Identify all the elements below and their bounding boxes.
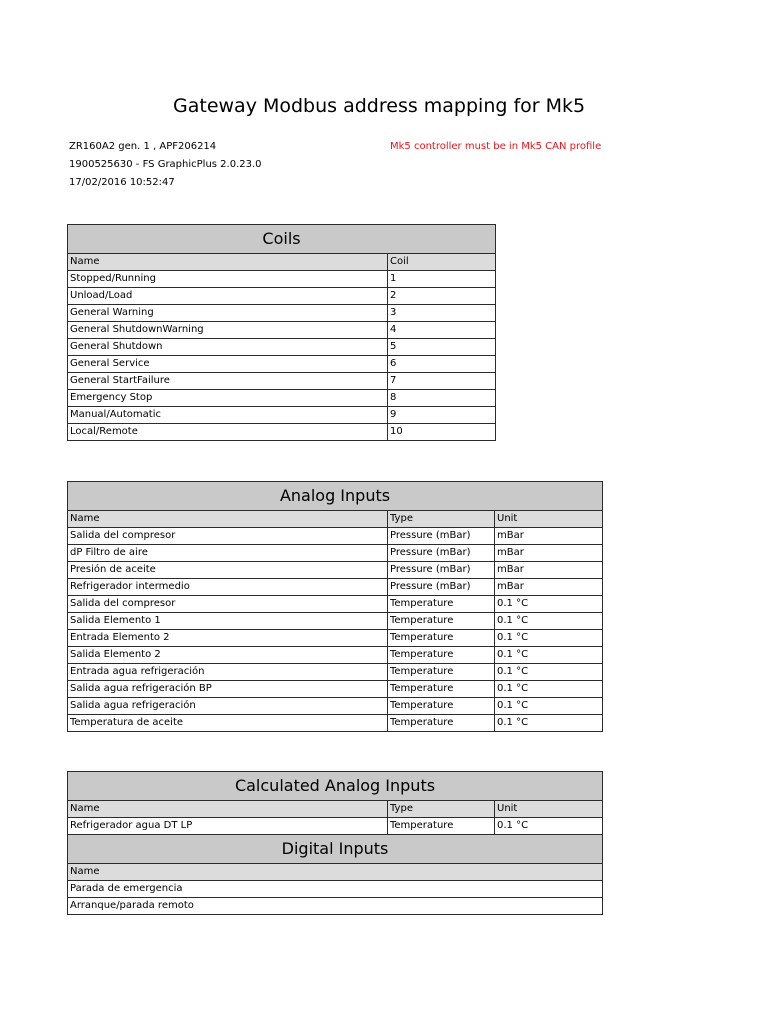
- table-cell: 2: [388, 288, 496, 305]
- column-header: Name: [68, 254, 388, 271]
- column-header: Coil: [388, 254, 496, 271]
- analog-inputs-table: [67, 481, 603, 732]
- table-cell: Entrada agua refrigeración: [68, 664, 388, 681]
- page-title: Gateway Modbus address mapping for Mk5: [173, 95, 586, 117]
- table-row: [68, 596, 603, 613]
- table-cell: Manual/Automatic: [68, 407, 388, 424]
- table-row: [68, 390, 496, 407]
- table-cell: Temperature: [388, 818, 495, 835]
- table-cell: 0.1 °C: [495, 715, 603, 732]
- table-cell: Temperature: [388, 664, 495, 681]
- table-row: [68, 898, 603, 915]
- table-cell: General ShutdownWarning: [68, 322, 388, 339]
- table-cell: 3: [388, 305, 496, 322]
- table-row: [68, 271, 496, 288]
- table-cell: Local/Remote: [68, 424, 388, 441]
- table-cell: Pressure (mBar): [388, 579, 495, 596]
- table-row: [68, 681, 603, 698]
- table-row: [68, 698, 603, 715]
- table-cell: Salida Elemento 1: [68, 613, 388, 630]
- table-row: [68, 818, 603, 835]
- table-cell: mBar: [495, 545, 603, 562]
- coils-header-row: [68, 225, 496, 254]
- table-cell: Arranque/parada remoto: [68, 898, 603, 915]
- table-row: [68, 528, 603, 545]
- table-cell: 0.1 °C: [495, 698, 603, 715]
- table-cell: Salida del compresor: [68, 528, 388, 545]
- table-row: [68, 630, 603, 647]
- coils-table: [67, 224, 496, 441]
- table-cell: 7: [388, 373, 496, 390]
- table-cell: Temperature: [388, 681, 495, 698]
- table-cell: Unload/Load: [68, 288, 388, 305]
- calculated-and-digital-inputs-table: [67, 771, 603, 915]
- table-cell: 10: [388, 424, 496, 441]
- table-cell: Temperature: [388, 698, 495, 715]
- document-meta: [69, 138, 262, 192]
- table-cell: 0.1 °C: [495, 664, 603, 681]
- column-header: Unit: [495, 801, 603, 818]
- table-cell: 0.1 °C: [495, 681, 603, 698]
- table-row: [68, 545, 603, 562]
- table-cell: Temperatura de aceite: [68, 715, 388, 732]
- table-cell: Temperature: [388, 613, 495, 630]
- table-row: [68, 613, 603, 630]
- table-cell: Temperature: [388, 715, 495, 732]
- column-header: Name: [68, 511, 388, 528]
- table-cell: Temperature: [388, 596, 495, 613]
- table-cell: Pressure (mBar): [388, 528, 495, 545]
- table-cell: 6: [388, 356, 496, 373]
- column-header: Type: [388, 801, 495, 818]
- table-cell: Temperature: [388, 630, 495, 647]
- table-cell: 4: [388, 322, 496, 339]
- table-row: [68, 407, 496, 424]
- coils-column-header-row: [68, 254, 496, 271]
- column-header: Unit: [495, 511, 603, 528]
- table-row: [68, 647, 603, 664]
- table-cell: Entrada Elemento 2: [68, 630, 388, 647]
- table-cell: Refrigerador intermedio: [68, 579, 388, 596]
- table-row: [68, 356, 496, 373]
- table-cell: mBar: [495, 528, 603, 545]
- table-cell: Salida agua refrigeración: [68, 698, 388, 715]
- table-cell: 0.1 °C: [495, 613, 603, 630]
- table-cell: General Service: [68, 356, 388, 373]
- page-title-container: [0, 92, 604, 122]
- table-cell: mBar: [495, 562, 603, 579]
- digital-inputs-header-row: [68, 835, 603, 864]
- table-cell: Temperature: [388, 647, 495, 664]
- calculated-analog-inputs-header-row: [68, 772, 603, 801]
- table-row: [68, 339, 496, 356]
- table-cell: Emergency Stop: [68, 390, 388, 407]
- table-cell: mBar: [495, 579, 603, 596]
- table-row: [68, 881, 603, 898]
- analog-inputs-header-row: [68, 482, 603, 511]
- table-cell: 0.1 °C: [495, 596, 603, 613]
- column-header: Type: [388, 511, 495, 528]
- digital-inputs-section-title: Digital Inputs: [68, 835, 603, 864]
- table-row: [68, 579, 603, 596]
- table-row: [68, 305, 496, 322]
- table-cell: Salida Elemento 2: [68, 647, 388, 664]
- analog-inputs-column-header-row: [68, 511, 603, 528]
- table-row: [68, 424, 496, 441]
- meta-timestamp: 17/02/2016 10:52:47: [69, 177, 175, 188]
- coils-section-title: Coils: [68, 225, 496, 254]
- table-cell: Salida del compresor: [68, 596, 388, 613]
- table-cell: Pressure (mBar): [388, 545, 495, 562]
- table-cell: General Shutdown: [68, 339, 388, 356]
- column-header: Name: [68, 801, 388, 818]
- table-cell: Pressure (mBar): [388, 562, 495, 579]
- digital-inputs-column-header-row: [68, 864, 603, 881]
- calculated-analog-inputs-column-header-row: [68, 801, 603, 818]
- column-header: Name: [68, 864, 603, 881]
- table-cell: 0.1 °C: [495, 630, 603, 647]
- table-cell: 5: [388, 339, 496, 356]
- table-cell: General Warning: [68, 305, 388, 322]
- meta-model: ZR160A2 gen. 1 , APF206214: [69, 141, 217, 152]
- table-cell: Refrigerador agua DT LP: [68, 818, 388, 835]
- table-row: [68, 715, 603, 732]
- meta-software: 1900525630 - FS GraphicPlus 2.0.23.0: [69, 159, 262, 170]
- profile-warning-note: Mk5 controller must be in Mk5 CAN profile: [390, 141, 602, 152]
- table-cell: 8: [388, 390, 496, 407]
- table-cell: Stopped/Running: [68, 271, 388, 288]
- table-cell: Presión de aceite: [68, 562, 388, 579]
- calculated-analog-inputs-section-title: Calculated Analog Inputs: [68, 772, 603, 801]
- table-cell: Salida agua refrigeración BP: [68, 681, 388, 698]
- table-cell: dP Filtro de aire: [68, 545, 388, 562]
- table-row: [68, 288, 496, 305]
- analog-inputs-section-title: Analog Inputs: [68, 482, 603, 511]
- table-row: [68, 373, 496, 390]
- table-cell: General StartFailure: [68, 373, 388, 390]
- table-cell: 0.1 °C: [495, 818, 603, 835]
- table-cell: Parada de emergencia: [68, 881, 603, 898]
- table-row: [68, 322, 496, 339]
- table-row: [68, 664, 603, 681]
- table-cell: 1: [388, 271, 496, 288]
- table-cell: 0.1 °C: [495, 647, 603, 664]
- table-row: [68, 562, 603, 579]
- table-cell: 9: [388, 407, 496, 424]
